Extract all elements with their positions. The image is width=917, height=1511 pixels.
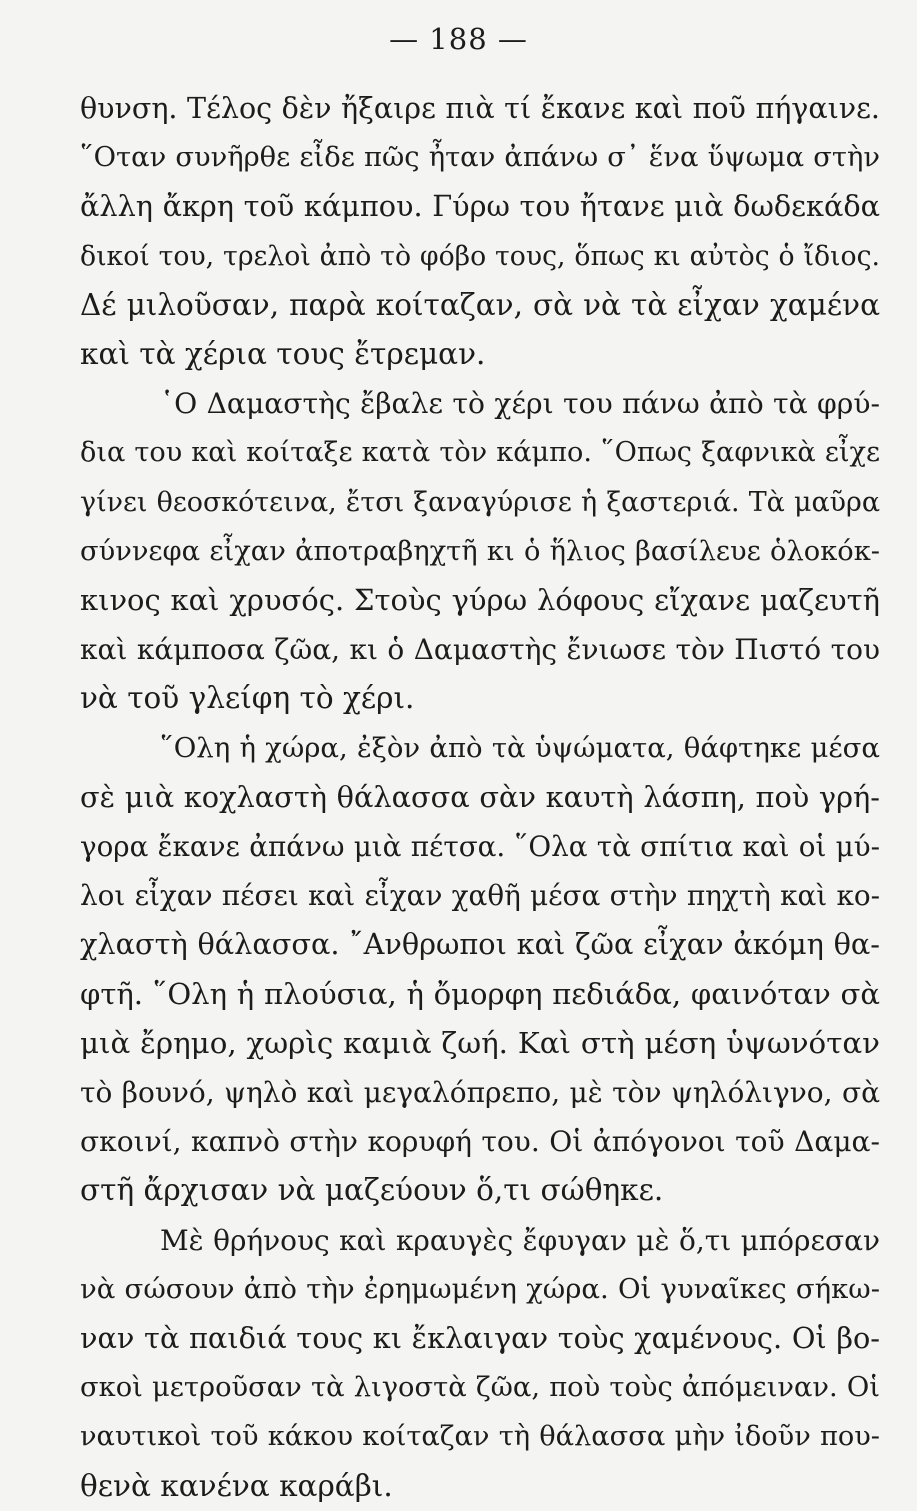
text-line: θενὰ κανένα καράβι.	[80, 1468, 393, 1503]
text-line: στῆ ἄρχισαν νὰ μαζεύουν ὅ,τι σώθηκε.	[80, 1173, 664, 1208]
text-line: ναν τὰ παιδιά τους κι ἔκλαιγαν τοὺς χαμένους. Οἱ βο-	[80, 1321, 880, 1356]
text-line: νὰ τοῦ γλείφη τὸ χέρι.	[80, 681, 415, 716]
text-line: σύννεφα εἶχαν ἀποτραβηχτῆ κι ὁ ἥλιος βασίλευε ὁλοκόκ-	[80, 535, 880, 567]
paragraph	[80, 379, 880, 723]
text-line: Δέ μιλοῦσαν, παρὰ κοίταζαν, σὰ νὰ τὰ εἶχαν χαμένα	[80, 287, 880, 322]
text-line: φτῆ. ῞Ολη ἡ πλούσια, ἡ ὄμορφη πεδιάδα, φαινόταν σὰ	[80, 976, 880, 1011]
text-line: σκοινί, καπνὸ στὴν κορυφή του. Οἱ ἀπόγονοι τοῦ Δαμα-	[80, 1125, 880, 1159]
paragraph	[80, 724, 880, 1216]
text-line: ῾Ο Δαμαστὴς ἔβαλε τὸ χέρι του πάνω ἀπὸ τὰ φρύ-	[160, 387, 880, 421]
text-line: κινος καὶ χρυσός. Στοὺς γύρω λόφους εἴχανε μαζευτῆ	[80, 583, 880, 618]
body-text	[80, 84, 880, 1511]
text-line: ἄλλη ἄκρη τοῦ κάμπου. Γύρω του ἤτανε μιὰ δωδεκάδα	[80, 189, 880, 224]
text-line: χλαστὴ θάλασσα. ῎Ανθρωποι καὶ ζῶα εἶχαν ἀκόμη θα-	[80, 927, 880, 962]
text-line: γίνει θεοσκότεινα, ἔτσι ξαναγύρισε ἡ ξαστεριά. Τὰ μαῦρα	[80, 486, 880, 518]
text-line: ναυτικοὶ τοῦ κάκου κοίταζαν τὴ θάλασσα μὴν ἰδοῦν που-	[80, 1421, 880, 1453]
text-line: ῞Ολη ἡ χώρα, ἐξὸν ἀπὸ τὰ ὑψώματα, θάφτηκε μέσα	[160, 731, 880, 764]
text-line: θυνση. Τέλος δὲν ἤξαιρε πιὰ τί ἔκανε καὶ ποῦ πήγαινε.	[80, 92, 880, 125]
text-line: δικοί του, τρελοὶ ἀπὸ τὸ φόβο τους, ὅπως κι αὐτὸς ὁ ἴδιος.	[80, 240, 880, 272]
paragraph	[80, 84, 880, 379]
text-line: καὶ κάμποσα ζῶα, κι ὁ Δαμαστὴς ἔνιωσε τὸν Πιστό του	[80, 633, 880, 667]
text-line: μιὰ ἔρημο, χωρὶς καμιὰ ζωή. Καὶ στὴ μέση ὑψωνόταν	[80, 1025, 880, 1060]
page-number: — 188 —	[389, 22, 528, 56]
text-line: τὸ βουνό, ψηλὸ καὶ μεγαλόπρεπο, μὲ τὸν ψηλόλιγνο, σὰ	[80, 1076, 880, 1110]
paragraph	[80, 1216, 880, 1511]
text-line: Μὲ θρήνους καὶ κραυγὲς ἔφυγαν μὲ ὅ,τι μπόρεσαν	[160, 1223, 880, 1257]
text-line: καὶ τὰ χέρια τους ἔτρεμαν.	[80, 337, 486, 372]
text-line: σὲ μιὰ κοχλαστὴ θάλασσα σὰν καυτὴ λάσπη, ποὺ γρή-	[80, 779, 880, 814]
text-line: σκοὶ μετροῦσαν τὰ λιγοστὰ ζῶα, ποὺ τοὺς ἀπόμειναν. Οἱ	[80, 1372, 880, 1404]
text-line: λοι εἶχαν πέσει καὶ εἶχαν χαθῆ μέσα στὴν πηχτὴ καὶ κο-	[80, 879, 880, 913]
text-line: δια του καὶ κοίταξε κατὰ τὸν κάμπο. ῞Οπως ξαφνικὰ εἶχε	[80, 437, 880, 469]
text-line: νὰ σώσουν ἀπὸ τὴν ἐρημωμένη χώρα. Οἱ γυναῖκες σήκω-	[80, 1272, 880, 1305]
text-line: γορα ἔκανε ἀπάνω μιὰ πέτσα. ῞Ολα τὰ σπίτια καὶ οἱ μύ-	[80, 830, 880, 864]
text-line: ῞Οταν συνῆρθε εἶδε πῶς ἦταν ἀπάνω σ᾿ ἕνα ὕψωμα στὴν	[80, 142, 880, 174]
